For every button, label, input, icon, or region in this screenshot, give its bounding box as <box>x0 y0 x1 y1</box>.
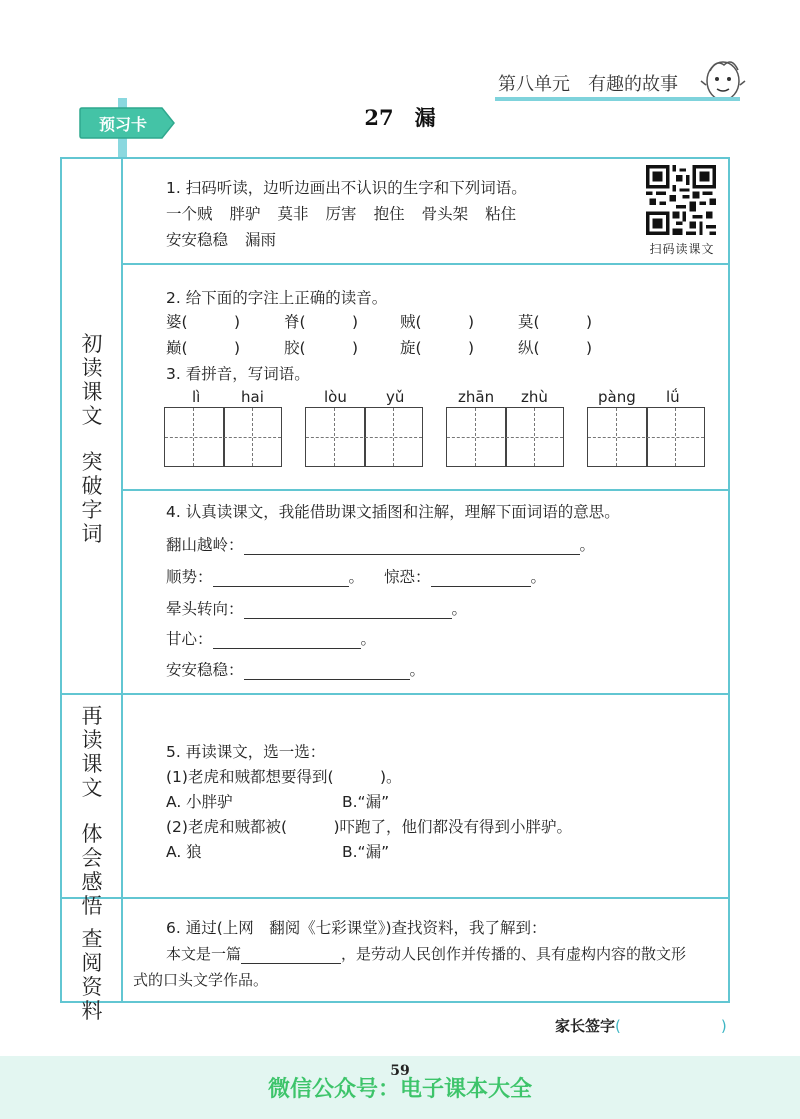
page-number: 59 <box>390 1063 410 1079</box>
side-label-second-read <box>72 704 112 918</box>
side-char: 读 <box>81 356 103 380</box>
pinyin: yǔ <box>386 388 405 406</box>
q2-item: 婆( ) <box>166 313 241 331</box>
row-divider-q1 <box>121 263 730 265</box>
q4-line <box>166 627 376 649</box>
side-char: 体 <box>81 822 103 846</box>
side-char: 突 <box>81 450 103 474</box>
q4-line <box>384 565 546 587</box>
section-divider-2 <box>60 897 730 899</box>
side-char: 字 <box>81 498 103 522</box>
side-char: 感 <box>81 870 103 894</box>
period: 。 <box>409 661 426 679</box>
qr-caption: 扫码读课文 <box>649 242 715 256</box>
word: 胖驴 <box>229 205 261 223</box>
signature-field[interactable] <box>621 1020 721 1036</box>
parent-label: 家长签字 <box>555 1017 616 1035</box>
side-char: 料 <box>81 999 103 1023</box>
q2-item: 贼( ) <box>400 313 475 331</box>
term: 晕头转向： <box>166 600 244 618</box>
word: 莫非 <box>277 205 309 223</box>
side-char: 初 <box>81 332 103 356</box>
word: 漏雨 <box>245 231 277 249</box>
period: 。 <box>530 568 547 586</box>
word: 抱住 <box>373 205 405 223</box>
q2-item: 莫( ) <box>518 313 593 331</box>
writing-grid[interactable] <box>164 407 282 467</box>
q4-line <box>166 565 364 587</box>
side-char: 再 <box>81 704 103 728</box>
pinyin: pàng <box>598 388 636 406</box>
pinyin: lòu <box>324 388 347 406</box>
unit-title: 第八单元 有趣的故事 <box>498 74 678 95</box>
word: 一个贼 <box>166 205 213 223</box>
q6-pre: 本文是一篇 <box>166 945 242 963</box>
side-char: 文 <box>81 404 103 428</box>
side-char: 破 <box>81 474 103 498</box>
side-char: 会 <box>81 846 103 870</box>
side-label-research <box>72 927 112 1023</box>
answer-blank[interactable] <box>244 538 580 555</box>
period: 。 <box>348 568 365 586</box>
side-char: 读 <box>81 728 103 752</box>
answer-blank[interactable] <box>213 632 361 649</box>
term: 甘心： <box>166 630 213 648</box>
q4-line <box>166 533 595 555</box>
q5-sentence-1: (1)老虎和贼都想要得到( )。 <box>166 768 402 786</box>
row-divider-q3 <box>121 489 730 491</box>
q6-line2: 式的口头文学作品。 <box>133 971 269 989</box>
q5-sentence-2: (2)老虎和贼都被( )吓跑了，他们都没有得到小胖驴。 <box>166 818 573 836</box>
pinyin: zhān <box>458 388 495 406</box>
pinyin: lì <box>192 388 201 406</box>
word: 骨头架 <box>421 205 469 223</box>
answer-blank[interactable] <box>431 570 531 587</box>
q2-item: 旋( ) <box>400 339 475 357</box>
writing-grid[interactable] <box>587 407 705 467</box>
side-char: 课 <box>81 380 103 404</box>
side-char <box>72 428 112 450</box>
answer-blank[interactable] <box>241 947 341 964</box>
period: 。 <box>451 600 468 618</box>
pinyin: hai <box>241 388 264 406</box>
side-char: 查 <box>81 927 103 951</box>
answer-blank[interactable] <box>213 570 349 587</box>
q5-option[interactable]: B.“漏” <box>342 793 390 811</box>
paren-close: ) <box>720 1017 727 1035</box>
side-char: 阅 <box>81 951 103 975</box>
writing-grid[interactable] <box>305 407 423 467</box>
q2-item: 纵( ) <box>518 339 593 357</box>
q2-item: 脊( ) <box>284 313 359 331</box>
q1-words-line1 <box>166 202 533 224</box>
word: 粘住 <box>485 205 517 223</box>
section-divider-1 <box>60 693 730 695</box>
period: 。 <box>360 630 377 648</box>
side-char: 文 <box>81 776 103 800</box>
q1-prompt: 1. 扫码听读，边听边画出不认识的生字和下列词语。 <box>166 179 527 197</box>
side-label-first-read <box>72 332 112 546</box>
q5-prompt: 5. 再读课文，选一选： <box>166 743 326 761</box>
side-char: 资 <box>81 975 103 999</box>
q2-prompt: 2. 给下面的字注上正确的读音。 <box>166 289 388 307</box>
side-char <box>72 800 112 822</box>
side-char: 词 <box>81 522 103 546</box>
term: 安安稳稳： <box>166 661 244 679</box>
side-char: 悟 <box>81 894 103 918</box>
writing-grid[interactable] <box>446 407 564 467</box>
word: 厉害 <box>325 205 357 223</box>
watermark: 微信公众号：电子课本大全 <box>267 1077 532 1102</box>
q5-option[interactable]: B.“漏” <box>342 843 390 861</box>
q3-prompt: 3. 看拼音，写词语。 <box>166 365 310 383</box>
q6-prompt: 6. 通过(上网 翻阅《七彩课堂》)查找资料，我了解到： <box>166 919 547 937</box>
q4-line <box>166 658 425 680</box>
q4-line <box>166 597 467 619</box>
answer-blank[interactable] <box>244 663 410 680</box>
q4-prompt: 4. 认真读课文，我能借助课文插图和注解，理解下面词语的意思。 <box>166 503 620 521</box>
tag-label: 预习卡 <box>98 115 147 134</box>
lesson-title: 27 漏 <box>364 105 436 130</box>
parent-signature <box>555 1015 727 1036</box>
word: 安安稳稳 <box>166 231 229 249</box>
paren-open: ( <box>615 1017 621 1035</box>
side-char: 课 <box>81 752 103 776</box>
header-rule <box>495 97 740 101</box>
q5-option[interactable]: A. 狼 <box>166 843 202 861</box>
term: 翻山越岭： <box>166 536 244 554</box>
q2-item: 胶( ) <box>284 339 359 357</box>
period: 。 <box>579 536 596 554</box>
q6-post: ，是劳动人民创作并传播的、具有虚构内容的散文形 <box>341 945 687 963</box>
q6-line1 <box>166 943 686 964</box>
q2-item: 巅( ) <box>166 339 241 357</box>
term: 顺势： <box>166 568 213 586</box>
answer-blank[interactable] <box>244 602 452 619</box>
side-divider <box>121 157 123 1003</box>
pinyin: lǘ <box>666 388 680 406</box>
q1-words-line2 <box>166 228 293 250</box>
term: 惊恐： <box>384 568 431 586</box>
q5-option[interactable]: A. 小胖驴 <box>166 793 233 811</box>
qr-code-icon[interactable] <box>646 165 716 235</box>
pinyin: zhù <box>521 388 548 406</box>
